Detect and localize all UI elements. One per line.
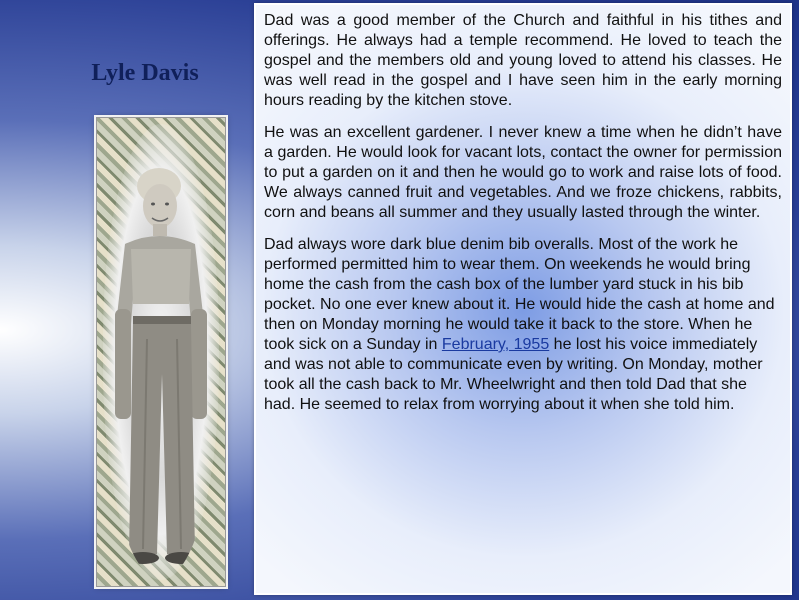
portrait-photo: [103, 124, 219, 580]
photo-frame: [96, 117, 226, 587]
paragraph-overalls-end: he lost his voice immediately and was not able to communicate even by writing. On Monday, mother took all the cash back to Mr. Wheelwright and then told Dad that she had. He seemed to relax from worrying about it when she told him.: [264, 336, 763, 413]
page-title: Lyle Davis: [91, 60, 199, 86]
date-link[interactable]: February, 1955: [441, 336, 550, 353]
paragraph-church: Dad was a good member of the Church and faithful in his tithes and offerings. He always had a temple recommend. He loved to teach the gospel and the members old and young loved to attend his classes. He was well read in the gospel and I have seen him in the early morning hours reading by the kitchen stove.: [264, 12, 782, 109]
paragraph-overalls-start: Dad always wore dark blue denim bib overalls. Most of the work he performed permitted him to wear them. On weekends he would bring home the cash from the cash box of the lumber yard stuck in his bib pocket. No one ever knew about it. He would hide the cash at home and then on Monday morning he would take it back to the store. When he took sick on a Sunday in: [264, 236, 775, 353]
paragraph-garden: He was an excellent gardener. I never knew a time when he didn’t have a garden. He would look for vacant lots, contact the owner for permission to put a garden on it and then he would go to work and raise lots of food. We always canned fruit and vegetables. And we froze chickens, rabbits, corn and beans all summer and they usually lasted through the winter.: [264, 124, 782, 221]
paragraph-overalls: [264, 235, 782, 415]
story-text-panel: [254, 3, 792, 595]
